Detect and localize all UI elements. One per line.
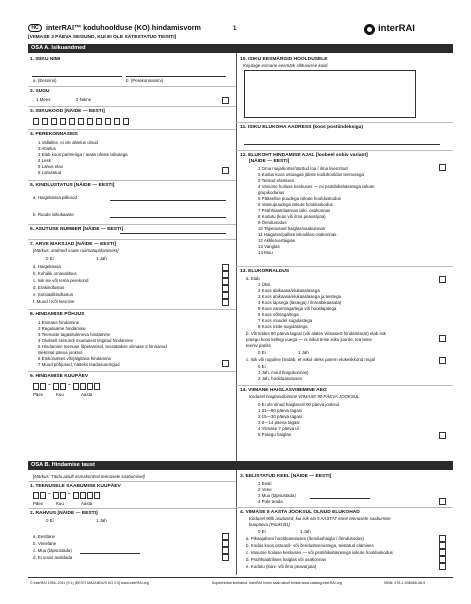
hospital-option[interactable]: 2 15—30 päeva tagasi — [258, 414, 302, 419]
living-c-box[interactable] — [439, 357, 446, 364]
residence-option[interactable]: 14 Muu — [258, 250, 273, 255]
living-option[interactable]: 6 Koos sõbraga/tega — [258, 312, 299, 317]
divider — [28, 224, 236, 225]
a11-title: 11. ISIKU ELUKOHA AADRESS (koos postiindeksiga) — [240, 125, 364, 130]
reason-option[interactable]: 2 Regulaarne hindamine — [38, 326, 86, 331]
living-option[interactable]: 5 Koos vanemaga/tega või hooldajatega — [258, 306, 337, 311]
a12-title-2: [NÄIDE — EESTI] — [249, 159, 290, 164]
payer-option: b. Kohalik omavalitsus — [33, 271, 77, 276]
section-b-header: OSA B. Hindamise taust — [28, 461, 453, 470]
a2-title: 2. SUGU — [30, 89, 50, 94]
language-option[interactable]: 1 Eesti — [258, 481, 272, 486]
payer-option: a. Haigekassa — [33, 264, 61, 269]
a7-title: 7. ARVE MAKSJAD [NÄIDE — EESTI] — [30, 242, 116, 247]
b4-note: Kodusel 90lk asutused, kui isik ela 5 AASTAT enne teenusele saabumise — [249, 516, 391, 521]
residence-history-box[interactable] — [439, 535, 446, 542]
living-c-option[interactable]: 0 Ei — [258, 364, 266, 369]
hospital-option[interactable]: 1 31—90 päeva tagasi — [258, 408, 302, 413]
form-title: interRAI™ koduhoolduse (KO) hindamisvorm — [46, 22, 201, 32]
interrai-logo — [364, 22, 454, 36]
sex-option-female[interactable]: 2 Naine — [76, 97, 92, 102]
hospital-option[interactable]: 0 Ei ole olnud haiglasviii 90 päeva jooksul — [258, 402, 340, 407]
living-b-yes[interactable]: 1 Jah — [298, 350, 309, 355]
form-badge: HC — [28, 24, 42, 32]
language-other-line[interactable] — [310, 498, 370, 499]
living-option[interactable]: 1 Üksi — [258, 282, 271, 287]
payer-option: e. Sotsiaalkindlustus — [33, 292, 74, 297]
insurance-line-b-label: b. Ruude isikukaaste — [33, 212, 74, 217]
ethnicity-box[interactable] — [222, 554, 229, 561]
residence-history-box[interactable] — [439, 542, 446, 549]
a1-title: 1. ISIKU NIMI — [30, 57, 61, 62]
marital-option[interactable]: 4 Lesk — [38, 158, 51, 163]
insurance-line-a[interactable] — [110, 200, 226, 201]
date-label-day: Päev — [33, 392, 44, 397]
a13-title: 13. ELUKORRALDUS — [240, 269, 290, 274]
reason-option[interactable]: 1 Esmane hindamine — [38, 320, 80, 325]
divider — [236, 266, 453, 267]
ethnicity-box[interactable] — [222, 547, 229, 554]
ethnicity-option: b. Venelane — [33, 541, 57, 546]
payer-box[interactable] — [222, 271, 229, 278]
a4-title: 4. PEREKONNASEIS — [30, 132, 78, 137]
divider — [28, 508, 236, 509]
divider — [28, 129, 236, 130]
last-name-line[interactable] — [126, 76, 226, 77]
payer-box[interactable] — [222, 264, 229, 271]
living-b-no[interactable]: 0 Ei — [258, 350, 266, 355]
address-line[interactable] — [244, 144, 440, 145]
residence-option[interactable]: 2 Kodus koos ostuagati jüliste koduhooldus teenusega — [258, 172, 364, 177]
marital-answer-box[interactable] — [222, 167, 229, 174]
footer-rule — [28, 577, 453, 578]
residence-history-option: a. Pikaajalises hoolduasutuses (õendushaigla / õendusodus) — [246, 536, 364, 541]
page-number: 1 — [233, 26, 237, 32]
marital-option[interactable]: 3 Elab koos partneriga / teatis ühiste isikutega — [38, 152, 128, 157]
residence-option[interactable]: 5 Pääselise puudega isikute hoolduskodus — [258, 196, 341, 201]
payer-option: f. Muud / Kõi teemine — [33, 299, 75, 304]
living-option[interactable]: 7 Koos muudel sugulastega — [258, 318, 313, 323]
a12-title: 12. ELUKOHT HINDAMISE AJAL [loobeel sobiv variant] — [240, 153, 368, 158]
divider — [28, 239, 236, 240]
b1-title: 1. TEENUSELE SAABUMISE KUUPÄEV — [30, 484, 121, 489]
reason-option[interactable]: 4 Oluliselt seisundi muutusest tingitud hindamine — [38, 338, 133, 343]
living-a-box[interactable] — [439, 276, 446, 283]
logo-mark-icon — [364, 24, 375, 35]
residence-history-box[interactable] — [439, 556, 446, 563]
residence-option[interactable]: 1 Oma maja/korter/üüritud toa / ilma lisenzitud — [258, 166, 348, 171]
b4-title: 4. VIIMASE 5 AASTA JOOKSUL OLNUD ELUKOHAD — [240, 510, 360, 515]
payer-col-no: 0 Ei — [46, 256, 54, 261]
divider — [28, 309, 236, 310]
living-b-text-2: praegu koos kellegi uuega — ni isikut teise isiku juurde, tea teine — [246, 337, 372, 342]
column-divider — [236, 53, 237, 461]
a6-title: 6. ASUTUSE NUMBER [NÄIDE — EESTI] — [30, 227, 124, 232]
divider — [236, 150, 453, 151]
ethnicity-option: d. Ei soovi avaldada — [33, 555, 73, 560]
hospital-option[interactable]: 5 Praegu haiglas — [258, 432, 291, 437]
a9-title: 9. HINDAMISE KUUPÄEV — [30, 374, 89, 379]
a3-title: 3. ISIKUKOOD [NÄIDE — EESTI] — [30, 109, 105, 114]
footer-isbn: ISBN: 978-1-936065-46-9 — [384, 581, 426, 585]
living-option[interactable]: 2 Koos abikaasa/elukaaslasega — [258, 288, 320, 293]
living-b-text-3: teeniv pariite — [246, 343, 271, 348]
goals-textbox[interactable] — [244, 70, 416, 118]
section-a-header: OSA A. Isikuandmed — [28, 44, 453, 53]
b-note: [Märkus: Täida ainult esmakordsel teenusele saabumisel] — [33, 474, 145, 479]
residence-option[interactable]: 9 Õendusodus — [258, 220, 287, 225]
divider — [236, 385, 453, 386]
divider — [236, 122, 453, 123]
divider — [28, 481, 236, 482]
a14-note: Kodusel haiglasviibimine VIIMASE 90 PÄEVA JOOKSUL — [249, 394, 360, 399]
marital-option[interactable]: 6 Lahutatud — [38, 170, 62, 175]
living-c-option[interactable]: 2 Jah, hoolduasutuses — [258, 376, 302, 381]
residence-option[interactable]: 6 Vaimupuudega isikute hoolduskodus — [258, 202, 333, 207]
residence-history-option: c. Vanurse hoiluse keskuses — või psüühikahäiretega isikute hoolduskodus — [246, 550, 393, 555]
reason-option[interactable]: 6 Etskonalses või/jälgitava hindamine — [38, 356, 111, 361]
a10-title: 10. ISIKU EESMÄRGID HOOLDUSELE — [240, 57, 328, 62]
b3-title: 3. EELISTATUD KEEL [NÄIDE — EESTI] — [240, 474, 332, 479]
residence-option[interactable]: 4 Vanurse hoiluse keskuses — mi psüühikahäiretega isikute — [258, 184, 375, 189]
residence-answer-box[interactable] — [439, 164, 446, 171]
insurance-line-a-label: a. Haigekassa pilikood — [33, 195, 77, 200]
living-option[interactable]: 3 Koos abikaasa/elukaaslasega ja teistega — [258, 294, 341, 299]
a14-title: 14. VIIMANE HAIGLASVIIBIMINE AEG — [240, 388, 327, 393]
divider — [28, 106, 236, 107]
form-subtitle: [VIIMASE 3 PÄEVA SEISUND, KUI EI OLE SÄTESTATUD TEISITI] — [28, 35, 177, 40]
reason-option[interactable]: ülekrinal päeva jooksul — [38, 350, 83, 355]
living-c-text: c. Isik või ruguline hindab, et isikul oleks parem elukeskkond mujal — [246, 357, 375, 362]
last-name-label: b. (Perekonnanimi) — [126, 78, 164, 83]
hospital-answer-box[interactable] — [439, 432, 446, 439]
entry-date-label-month: Kuu — [56, 501, 64, 506]
payer-box[interactable] — [222, 278, 229, 285]
payer-box[interactable] — [222, 292, 229, 299]
ethnicity-option: c. Muu (täpsustada) — [33, 548, 72, 553]
payer-col-yes: 1 Jah — [96, 256, 107, 261]
reason-option[interactable]: 7 Muud põhjused, näiteks teadusuuringud — [38, 362, 120, 367]
marital-option[interactable]: 2 Abielus — [38, 146, 56, 151]
ethnicity-other-line[interactable] — [80, 553, 140, 554]
divider — [28, 180, 236, 181]
sex-answer-box[interactable] — [222, 97, 229, 104]
residence-option[interactable]: 12 Akkleruertaigias — [258, 238, 296, 243]
divider — [28, 371, 236, 372]
residence-option[interactable]: 3 Teistud elamises — [258, 178, 295, 183]
residence-option[interactable]: 7 Psühhiaatrilaarnas isiki. osakonnas — [258, 208, 331, 213]
a7-note: [Märkus: andmed saate raamatupidamisest] — [33, 248, 119, 253]
residence-option[interactable]: 8 Kodutu (kuni või ilma peavarjuta) — [258, 214, 326, 219]
language-option[interactable]: 3 Muu (täpsustada) — [258, 493, 296, 498]
sex-option-male[interactable]: 1 Mees — [36, 97, 51, 102]
first-name-line[interactable] — [32, 76, 122, 77]
column-divider — [236, 470, 237, 575]
payer-option: c. Isik ise või tema perekond — [33, 278, 89, 283]
residence-history-option: b. Kodus koos ostuasõ- või õendusteenustega, teistatud elamises — [246, 543, 374, 548]
reason-answer-box[interactable] — [222, 360, 229, 367]
a8-title: 8. HINDAMISE PÕHJUS — [30, 312, 85, 317]
payer-box[interactable] — [222, 285, 229, 292]
ethnicity-box[interactable] — [222, 533, 229, 540]
logo-text: interRAI — [378, 23, 415, 35]
residence-history-option: d. Psühhiaatrilises haiglas või osakonnas — [246, 557, 327, 562]
residence-history-col-no: 0 Ei — [258, 529, 266, 534]
reason-option[interactable]: 5 Hindamine teenuse lõpetamisel, teostatakse viimase 3 hinnanud — [38, 344, 167, 349]
first-name-label: a. (Eesnimi) — [33, 78, 57, 83]
living-c-option[interactable]: 1 Jah, muul (kogukonnas) — [258, 370, 309, 375]
residence-history-box[interactable] — [439, 563, 446, 570]
marital-option[interactable]: 5 Lahus elav — [38, 164, 63, 169]
divider — [236, 507, 453, 508]
ethnicity-col-yes: 1 Jah — [96, 518, 107, 523]
hospital-option[interactable]: 3 8—14 päeva tagasi — [258, 420, 300, 425]
residence-option[interactable]: grupikodurius — [258, 190, 285, 195]
living-option[interactable]: 8 Koos mitte-sugulastega — [258, 324, 308, 329]
living-b-box[interactable] — [439, 335, 446, 342]
language-answer-box[interactable] — [439, 498, 446, 505]
b4-note-2: kuupäeva (Punkt B1) — [249, 522, 291, 527]
reason-option[interactable]: 3 Teenuste tagasituleneva hindamine — [38, 332, 111, 337]
divider — [28, 86, 236, 87]
b2-title: 2. RAHVUS [NÄIDE — EESTI] — [30, 511, 98, 516]
footer-copyright: © interRAI 1994–2011 (9.1) [EESTI MAJANDUS KO 2.0] www.interRAI.org — [30, 581, 149, 585]
a5-title: 5. KINDLUSTATUS [NÄIDE — EESTI] — [30, 183, 115, 188]
ethnicity-col-no: 0 Ei — [46, 518, 54, 523]
payer-box[interactable] — [222, 299, 229, 306]
entry-date-label-day: Päev — [33, 501, 44, 506]
facility-number-line[interactable] — [120, 233, 226, 234]
residence-history-col-yes: 1 Jah — [300, 529, 311, 534]
insurance-line-b[interactable] — [110, 217, 226, 218]
residence-option[interactable]: 11 Haigutes/palliati ivkoolilas-osakonnas — [258, 232, 337, 237]
residence-option[interactable]: 13 Vanglas — [258, 244, 280, 249]
language-option[interactable]: 2 Vene — [258, 487, 272, 492]
hospital-option[interactable]: 4 Viimase 7 päeva ul — [258, 426, 299, 431]
date-label-month: Kuu — [56, 392, 64, 397]
living-option[interactable]: 4 Koos lapsega (lastega) / ilnreabikaasata) — [258, 300, 342, 305]
residence-option[interactable]: 10 Tapenusoel haiglas/vaakuinnas — [258, 226, 326, 231]
residence-history-box[interactable] — [439, 549, 446, 556]
living-a-label: a. Elab — [246, 276, 260, 281]
marital-option[interactable]: 1 Vallaline, ei ole abielus olnud — [38, 140, 98, 145]
date-label-year: Aasta — [81, 392, 93, 397]
footer-notice: Kopeerimise teehatud. interRAI vormi saab ainult tellida www.catalog.interRAI.org — [212, 581, 342, 585]
living-b-text: b. Võrreldes 90 päeva tagasi (või alates viimasest hindamisest) elab isik — [246, 331, 386, 336]
ethnicity-box[interactable] — [222, 540, 229, 547]
payer-option: d. Erakindlustus — [33, 285, 65, 290]
language-option[interactable]: 4 Pole teada — [258, 499, 283, 504]
form-page: HC interRAI™ koduhoolduse (KO) hindamisvorm [VIIMASE 3 PÄEVA SEISUND, KUI EI OLE SÄTESTATUD TEISITI] 1 interRAI OSA A. Isikuandmed 1. ISIKU NIMI a. (Eesnimi) b. (Perekonnanimi) 2. SUGU 1 Mees 2 Naine 3. ISIKUKOOD [NÄIDE — EESTI] 4. PEREKONNASEIS 1 Vallaline, ei ole abielus olnud 2 Abielus 3 Elab koos partneriga / teatis ühiste isikutega 4 Lesk 5 Lahus elav 6 Lahutatud 5. KINDLUSTATUS [NÄIDE — EESTI] a. Haigekassa pilikood b. Ruude isikukaaste 6. ASUTUSE NUMBER [NÄIDE — EESTI] 7. ARVE MAKSJAD [NÄIDE — EESTI] [Märkus: andmed saate raamatupidamisest] 0 Ei 1 Jah a. Haigekassa b. Kohalik omavalitsus c. Isik ise või tema perekond d. Erakindlustus e. Sotsiaalkindlustus f. Muud / Kõi teemine 8. HINDAMISE PÕHJUS 1 Esmane hindamine 2 Regulaarne hindamine 3 Teenuste tagasituleneva hindamine 4 Oluliselt seisundi muutusest tingitud hindamine 5 Hindamine teenuse lõpetamisel, teostatakse viimase 3 hinnanud ülekrinal päeva jooksul 6 Etskonalses või/jälgitava hindamine 7 Muud põhjused, näiteks teadusuuringud 9. HINDAMISE KUUPÄEV – – Päev Kuu Aasta 10. ISIKU EESMÄRGID HOOLDUSELE Kirjutage esmane eesmärk sõltuvusse kuidi 11. ISIKU ELUKOHA AADRESS (koos postiindeksiga) 12. ELUKOHT HINDAMISE AJAL [loobeel sobiv variant] [NÄIDE — EESTI] 1 Oma maja/korter/üüritud toa / ilma lisenzitud 2 Kodus koos ostuagati jüliste koduhooldus teenusega 3 Teistud elamises 4 Vanurse hoiluse keskuses — mi psüühikahäiretega isikute grupikodurius 5 Pääselise puudega isikute hoolduskodus 6 Vaimupuudega isikute hoolduskodus 7 Psühhiaatrilaarnas isiki. osakonnas 8 Kodutu (kuni või ilma peavarjuta) 9 Õendusodus 10 Tapenusoel haiglas/vaakuinnas 11 Haigutes/palliati ivkoolilas-osakonnas 12 Akkleruertaigias 13 Vanglas 14 Muu 13. ELUKORRALDUS a. Elab 1 Üksi 2 Koos abikaasa/elukaaslasega 3 Koos abikaasa/elukaaslasega ja teistega 4 Koos lapsega (lastega) / ilnreabikaasata) 5 Koos vanemaga/tega või hooldajatega 6 Koos sõbraga/tega 7 Koos muudel sugulastega 8 Koos mitte-sugulastega b. Võrreldes 90 päeva tagasi (või alates viimasest hindamisest) elab isik praegu koos kellegi uuega — ni isikut teise isiku juurde, tea teine teeniv pariite 0 Ei 1 Jah c. Isik või ruguline hindab, et isikul oleks parem elukeskkond mujal 0 Ei 1 Jah, muul (kogukonnas) 2 Jah, hoolduasutuses 14. VIIMANE HAIGLASVIIBIMINE AEG Kodusel haiglasviibimine VIIMASE 90 PÄEVA JOOKSUL 0 Ei ole olnud haiglasviii 90 päeva jooksul 1 31—90 päeva tagasi 2 15—30 päeva tagasi 3 8—14 päeva tagasi 4 Viimase 7 päeva ul 5 Praegu haiglas OSA B. Hindamise taust [Märkus: Täida ainult esmakordsel teenusele saabumisel] 1. TEENUSELE SAABUMISE KUUPÄEV – – Päev Kuu Aasta 2. RAHVUS [NÄIDE — EESTI] 0 Ei 1 Jah a. Eestlane b. Venelane c. Muu (täpsustada) d. Ei soovi avaldada 3. EELISTATUD KEEL [NÄIDE — EESTI] 1 Eesti 2 Vene 3 Muu (täpsustada) 4 Pole teada 4. VIIMASE 5 AASTA JOOKSUL OLNUD ELUKOHAD Kodusel 90lk asutused, kui isik ela 5 AASTAT enne teenusele saabumise kuupäeva (Punkt B1) 0 Ei 1 Jah a. Pikaajalises hoolduasutuses (õendushaigla / õendusodus) b. Kodus koos ostuasõ- või õendusteenustega, teistatud elamises c. Vanurse hoiluse keskuses — või psüühikahäiretega isikute hoolduskodus d. Psühhiaatrilises haiglas või osakonnas e. Kodutu (kuni- või ilma peavarjuta) © interRAI 1994–2011 (9.1) [EESTI MAJANDUS KO 2.0] www.interRAI.org Kopeerimise teehatud. interRAI vormi saab ainult tellida www.catalog.interRAI.org ISBN: 978-1-936065-46-9 — [0, 0, 471, 604]
ethnicity-option: a. Eestlane — [33, 534, 55, 539]
a10-note: Kirjutage esmane eesmärk sõltuvusse kuidi — [243, 63, 328, 68]
residence-history-option: e. Kodutu (kuni- või ilma peavarjuta) — [246, 564, 317, 569]
entry-date-label-year: Aasta — [81, 501, 93, 506]
